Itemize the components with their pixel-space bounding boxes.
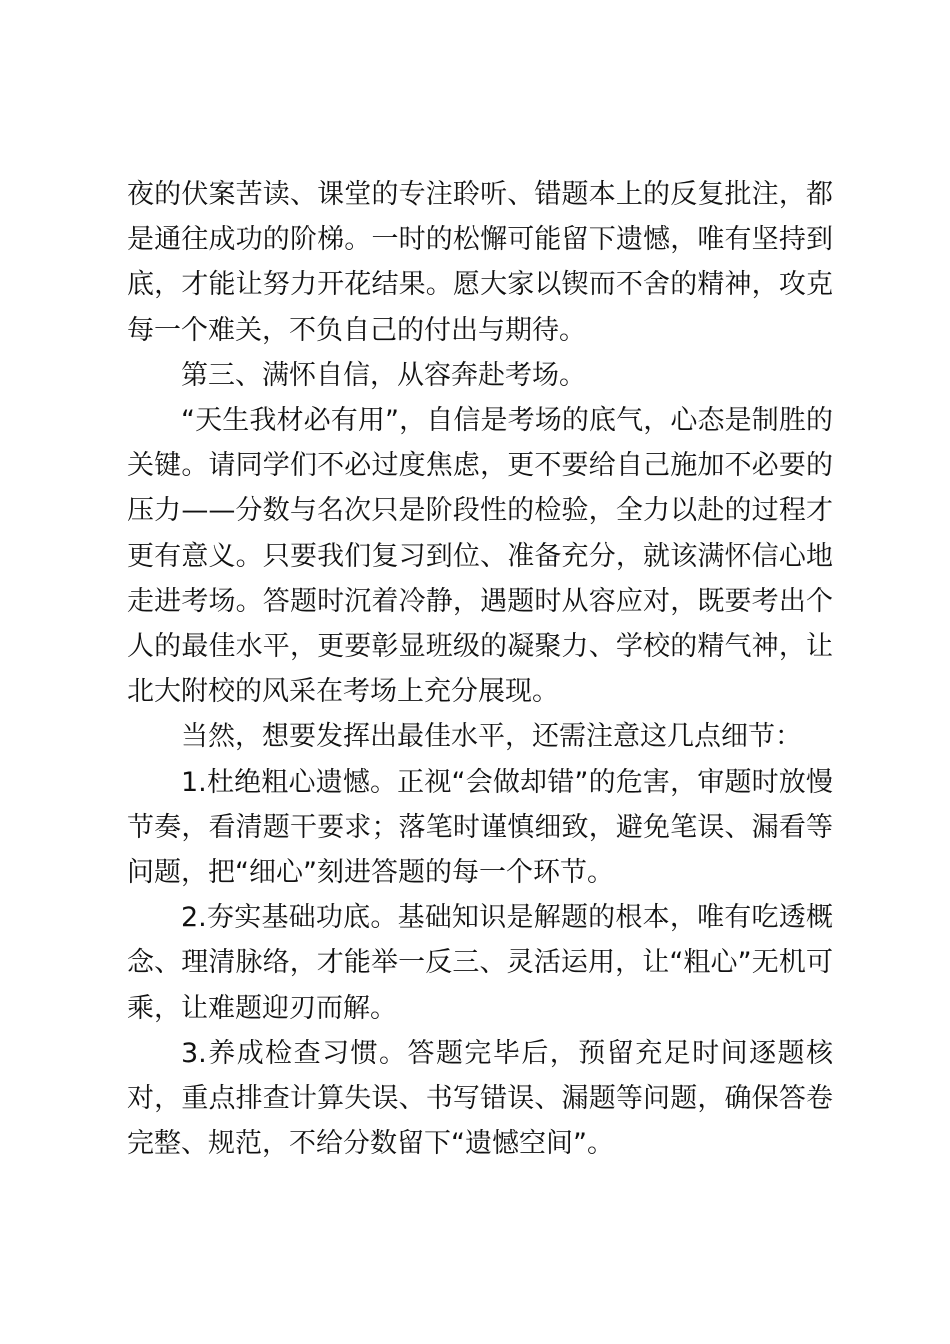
paragraph-continuation: 夜的伏案苦读、课堂的专注聆听、错题本上的反复批注，都是通往成功的阶梯。一时的松懈可能留下遗憾，唯有坚持到底，才能让努力开花结果。愿大家以锲而不舍的精神，攻克每一个难关，不负自己的付出与期待。 [127,179,833,346]
section-heading-third: 第三、满怀自信，从容奔赴考场。 [181,359,586,391]
list-item-1: 1.杜绝粗心遗憾。正视“会做却错”的危害，审题时放慢节奏，看清题干要求；落笔时谨慎细致，避免笔误、漏看等问题，把“细心”刻进答题的每一个环节。 [127,766,833,889]
list-item-2: 2.夯实基础功底。基础知识是解题的根本，唯有吃透概念、理清脉络，才能举一反三、灵活运用，让“粗心”无机可乘，让难题迎刃而解。 [127,902,833,1024]
paragraph-details-intro: 当然，想要发挥出最佳水平，还需注意这几点细节： [181,721,802,753]
document-body [127,172,833,1166]
list-item-3: 3.养成检查习惯。答题完毕后，预留充足时间逐题核对，重点排查计算失误、书写错误、漏题等问题，确保答卷完整、规范，不给分数留下“遗憾空间”。 [127,1037,833,1160]
paragraph-confidence: “天生我材必有用”，自信是考场的底气，心态是制胜的关键。请同学们不必过度焦虑，更不要给自己施加不必要的压力——分数与名次只是阶段性的检验，全力以赴的过程才更有意义。只要我们复习到位、准备充分，就该满怀信心地走进考场。答题时沉着冷静，遇题时从容应对，既要考出个人的最佳水平，更要彰显班级的凝聚力、学校的精气神，让北大附校的风采在考场上充分展现。 [127,405,833,708]
